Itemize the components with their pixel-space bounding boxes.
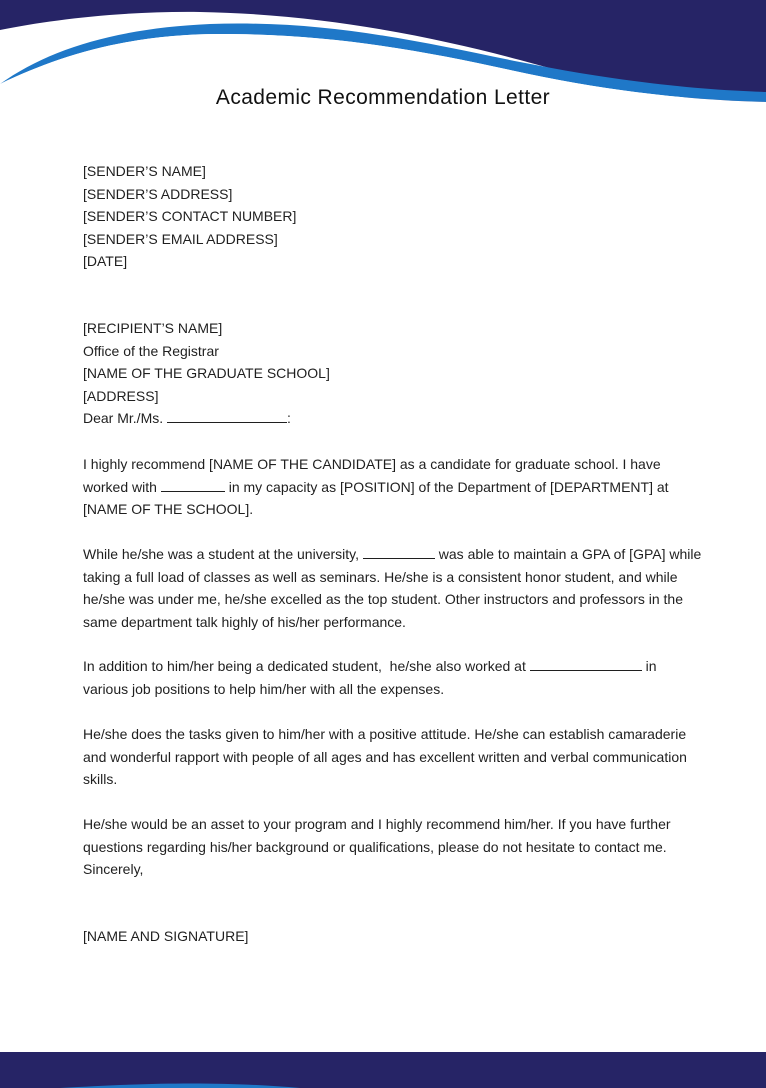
paragraph-4 — [83, 723, 703, 791]
paragraph-3 — [83, 655, 703, 700]
paragraph-3-text — [83, 655, 703, 700]
signature-block — [83, 925, 703, 948]
paragraph-1-text — [83, 453, 703, 521]
student-name-blank — [363, 544, 435, 559]
worked-with-blank — [161, 477, 225, 492]
letter-date: [DATE] — [83, 253, 128, 269]
paragraph-5 — [83, 813, 703, 881]
recipient-address: [ADDRESS] — [83, 387, 159, 404]
paragraph-1-part-2: in my capacity as [POSITION] of the Department of [DEPARTMENT] at [NAME OF THE SCHOOL]. — [83, 478, 673, 517]
paragraph-5-text: He/she would be an asset to your program and I highly recommend him/her. If you have further questions regarding his/her background or qualifications, please do not hesitate to contact me. — [83, 816, 675, 855]
paragraph-4-text: He/she does the tasks given to him/her with a positive attitude. He/she can establish camaraderie and wonderful rapport with people of all ages and has excellent written and verbal communication skills. — [83, 726, 691, 787]
closing: Sincerely, — [83, 861, 144, 877]
paragraph-2-text — [83, 543, 706, 633]
footer-navy-band — [0, 1052, 766, 1088]
workplace-blank — [530, 656, 642, 671]
salutation-text: Dear Mr./Ms. — [83, 410, 164, 426]
paragraph-1 — [83, 453, 703, 521]
footer-band-decoration — [0, 1052, 766, 1088]
sender-name: [SENDER’S NAME] — [83, 163, 206, 179]
sender-block — [83, 160, 703, 273]
recipient-office: Office of the Registrar — [83, 342, 219, 359]
recipient-name: [RECIPIENT’S NAME] — [83, 320, 223, 336]
salutation-name-blank — [167, 408, 287, 423]
paragraph-3-part-2: in various job positions to help him/her with all the expenses. — [83, 658, 661, 697]
salutation — [83, 407, 703, 430]
paragraph-2 — [83, 543, 706, 633]
sender-contact-number: [SENDER’S CONTACT NUMBER] — [83, 208, 297, 224]
sender-email: [SENDER’S EMAIL ADDRESS] — [83, 230, 278, 247]
sender-address: [SENDER’S ADDRESS] — [83, 185, 233, 202]
paragraph-1-part-1: I highly recommend [NAME OF THE CANDIDATE] as a candidate for graduate school. I have worked with — [83, 456, 665, 495]
recipient-school: [NAME OF THE GRADUATE SCHOOL] — [83, 365, 330, 381]
paragraph-3-part-1: In addition to him/her being a dedicated student, he/she also worked at — [83, 658, 526, 674]
paragraph-2-part-2: was able to maintain a GPA of [GPA] while taking a full load of classes as well as seminars. He/she is a consistent honor student, and while he/she was under me, he/she excelled as the top student. Other instructors and professors in the same department talk highly of his/her performance. — [83, 546, 706, 630]
document-title: Academic Recommendation Letter — [215, 86, 551, 109]
salutation-colon: : — [287, 410, 291, 426]
recipient-block — [83, 317, 703, 430]
signature-placeholder: [NAME AND SIGNATURE] — [83, 928, 249, 944]
paragraph-2-part-1: While he/she was a student at the university, — [83, 546, 359, 562]
